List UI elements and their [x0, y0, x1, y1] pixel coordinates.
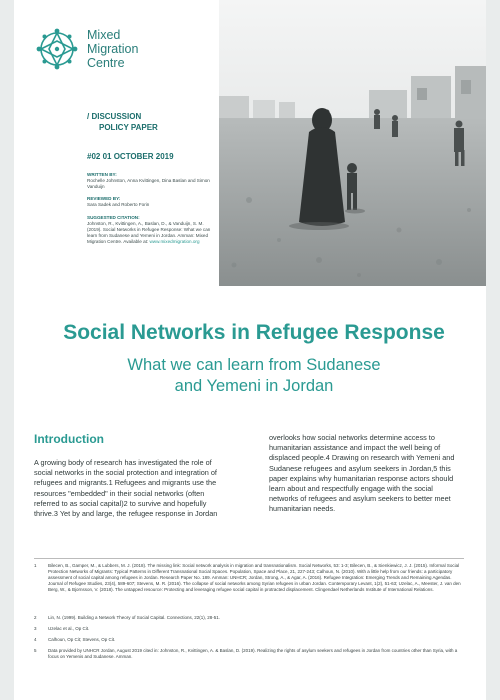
reviewed-by-value: Sara Sadek and Roberto Forin	[87, 202, 150, 207]
document-page	[14, 0, 486, 700]
written-by-value: Rochelle Johnston, Anna Kvittingen, Dina Baslan and Simon Vanduijn	[87, 178, 210, 189]
paper-subtitle	[34, 355, 474, 397]
footnote-number: 5	[34, 648, 37, 653]
citation-text: Johnston, R., Kvittingen, A., Baslan, D., & Vanduijn, S. M. (2019). Social Networks in Refugee Response: What we can learn from Sudanese and Yemeni in Jordan. Amman: Mixed Migration Centre. Available at:	[87, 221, 211, 244]
paper-subtitle-line-1: What we can learn from Sudanese	[127, 356, 381, 374]
footnote-3	[34, 626, 464, 632]
citation-label: SUGGESTED CITATION:	[87, 215, 140, 220]
footnote-number: 2	[34, 615, 37, 620]
footnote-2	[34, 615, 464, 621]
brand-line-3: Centre	[87, 56, 125, 70]
footnote-text: Lin, N. (1999). Building a Network Theory of Social Capital. Connections, 22(1), 28-51.	[48, 615, 221, 620]
footnote-divider	[34, 558, 464, 559]
brand-name	[87, 28, 138, 70]
footnote-5	[34, 648, 464, 660]
footnote-number: 4	[34, 637, 37, 642]
footnote-1	[34, 563, 464, 593]
body-column-right: overlooks how social networks determine access to humanitarian assistance and impact the well being of displaced people.4 Drawing on research with Yemeni and Sudanese refugees and asylum seekers in Jordan,5 this paper explains why humanitarian response actors should learn about and respectfully engage with the social networks of refugees and asylum seekers to better meet humanitarian needs.	[269, 433, 455, 514]
citation-block	[87, 215, 215, 245]
citation-link[interactable]: www.mixedmigration.org	[149, 239, 200, 244]
footnote-4	[34, 637, 464, 643]
written-by-label: WRITTEN BY:	[87, 172, 117, 177]
paper-title: Social Networks in Refugee Response	[63, 321, 445, 344]
reviewed-by-block	[87, 196, 215, 208]
document-type	[87, 111, 158, 133]
reviewed-by-label: REVIEWED BY:	[87, 196, 121, 201]
footnote-number: 3	[34, 626, 37, 631]
cover-photo	[219, 0, 486, 286]
footnote-text: Uzelac et al., Op Cit.	[48, 626, 90, 631]
document-type-line-2: POLICY PAPER	[99, 123, 158, 132]
body-column-left: A growing body of research has investigated the role of social networks in the social protection and integration of refugees and migrants.1 Refugees and migrants use the resources "embedded" in their social networks (often referred to as social capital)2 to survive and hopefully thrive.3 Yet by and large, the refugee response in Jordan	[34, 458, 218, 519]
footnote-text: Calhoun, Op Cit; Stevens, Op Cit.	[48, 637, 116, 642]
document-issue-date: #02 01 OCTOBER 2019	[87, 152, 174, 161]
introduction-heading: Introduction	[34, 432, 104, 446]
footnote-text: Data provided by UNHCR Jordan, August 2019 cited in: Johnston, R., Kvittingen, A. & Baslan, D. (2019). Realizing the rights of asylum seekers and refugees in Jordan from countries other than Syria, with a focus on Yemenis and Sudanese. Amman.	[48, 648, 458, 659]
written-by-block	[87, 172, 215, 190]
mmc-logo	[34, 26, 138, 72]
mmc-logo-icon	[34, 26, 80, 72]
cover-photo-image	[219, 0, 486, 286]
paper-subtitle-line-2: and Yemeni in Jordan	[174, 377, 334, 395]
footnote-number: 1	[34, 563, 37, 568]
footnote-text: Bilecen, B., Gamper, M., & Lubbers, M. J. (2018). The missing link: Social network analysis in migration and transnationalism. Social Networks, 53: 1-3; Bilecen, B., & Sienkiewicz, J. J. (2015). Informal Social Protection Networks of Migrants: Typical Patterns in Different Transnational Social Spaces. Population, Space and Place, 21, 227-243; Calhoun, N. (2010). With a little help from our friends: a participatory assessment of social capital among refugees in Jordan. Research Paper No. 189. Amman: UNHCR; Jordan, Strong, A., & Agar, A. (2016). Refugee Integration: Emerging Trends and Remaining Agendas. Journal of Refugee Studies, 23(4), 589-607; Stevens, M. R. (2016). The collapse of social networks among Syrian refugees in urban Jordan. Contemporary Levant, 1(2), 51-63; Uzelac, A., Meester, J. van den Berg, W., & Bjornsson, V. (2018). The untapped resource: Protecting and leveraging refugee social capital in protracted displacement. Clingendael Netherlands Institute of International Relations.	[48, 563, 461, 592]
document-type-line-1: / DISCUSSION	[87, 112, 142, 121]
brand-line-2: Migration	[87, 42, 139, 56]
brand-line-1: Mixed	[87, 28, 121, 42]
